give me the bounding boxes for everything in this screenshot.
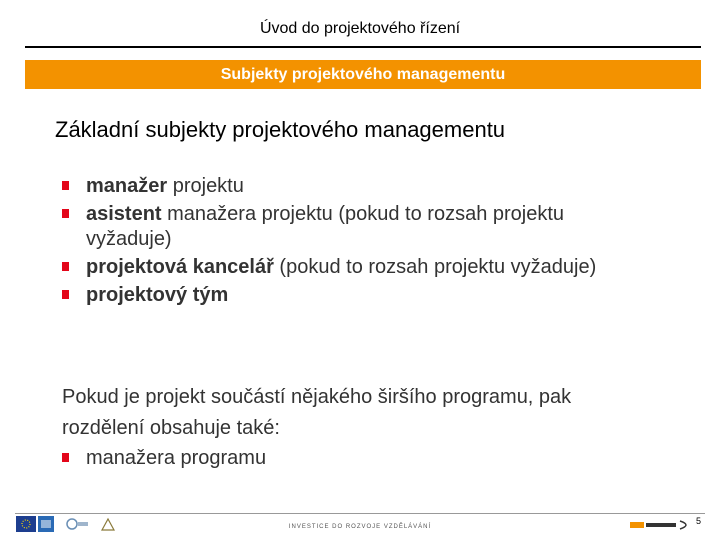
- program-paragraph: Pokud je projekt součástí nějakého širšího programu, pak rozdělení obsahuje také:: [62, 386, 572, 439]
- footer-text: INVESTICE DO ROZVOJE VZDĚLÁVÁNÍ: [288, 524, 432, 530]
- header-divider: [25, 46, 701, 48]
- footer-divider: [15, 513, 705, 514]
- slide-heading: Základní subjekty projektového managementu: [55, 117, 506, 142]
- list-item-text: manažera programu: [86, 447, 267, 469]
- list-item-text: manažera projektu (pokud to rozsah projektu vyžaduje): [86, 203, 565, 250]
- list-item-bold: manažer: [86, 175, 168, 197]
- bullet-icon: [62, 262, 69, 271]
- bullet-icon: [62, 209, 69, 218]
- list-item-text: (pokud to rozsah projektu vyžaduje): [273, 256, 597, 278]
- page-number: 5: [696, 516, 702, 526]
- list-item-bold: projektová kancelář: [86, 256, 274, 278]
- partner-logo: [630, 518, 694, 530]
- list-item: [60, 446, 266, 471]
- section-banner: Subjekty projektového managementu: [25, 60, 701, 89]
- list-item: [60, 255, 600, 280]
- list-item-text: projektu: [167, 175, 244, 197]
- list-item: [60, 202, 600, 252]
- program-list: [60, 446, 266, 471]
- presentation-title: Úvod do projektového řízení: [259, 20, 461, 37]
- list-item-bold: asistent: [86, 203, 162, 225]
- list-item-bold: projektový tým: [86, 284, 229, 306]
- list-item: [60, 174, 600, 199]
- bullet-icon: [62, 453, 69, 462]
- list-item: [60, 283, 600, 308]
- bullet-icon: [62, 181, 69, 190]
- subjects-list: [60, 174, 600, 311]
- bullet-icon: [62, 290, 69, 299]
